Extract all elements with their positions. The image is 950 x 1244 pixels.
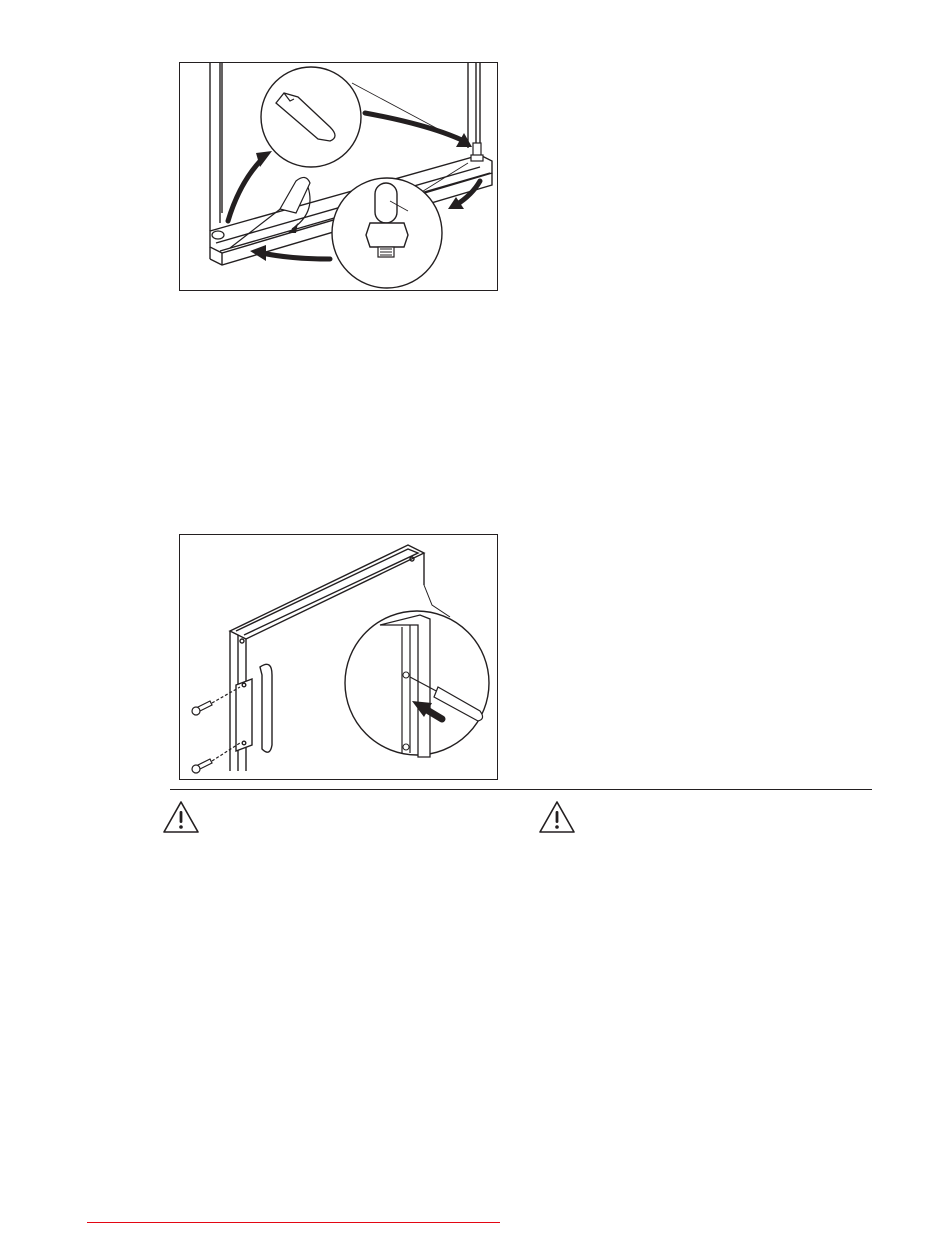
section-divider (170, 789, 872, 790)
hinge-pin-small (471, 143, 483, 161)
screw-icon (192, 687, 240, 773)
handle-mounting-illustration (180, 535, 497, 779)
warning-triangle-icon (537, 799, 577, 835)
handle-icon (236, 664, 272, 752)
hinge-pin-icon (332, 163, 468, 288)
handle-screw-detail (345, 611, 489, 757)
hinge-cap-detail (261, 67, 468, 167)
figure-door-handle-mounting (179, 534, 498, 780)
hinge-removal-illustration (180, 63, 497, 290)
left-cap (212, 231, 224, 239)
warning-triangle-icon (161, 799, 201, 835)
footer-rule (87, 1222, 500, 1223)
figure-door-hinge-removal (179, 62, 498, 291)
